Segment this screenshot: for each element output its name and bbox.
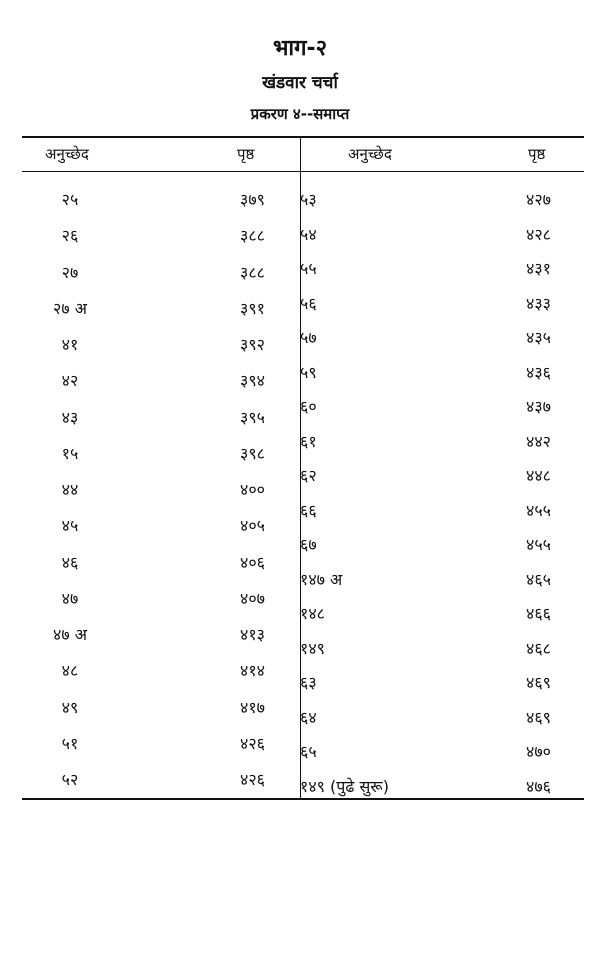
index-paragraph: ४७ (61, 588, 79, 608)
left-header-paragraph: अनुच्छेद (45, 145, 89, 163)
index-paragraph: ४८ (61, 661, 79, 681)
index-page-number: ४४२ (526, 431, 551, 451)
index-page-number: ४३१ (526, 259, 551, 278)
index-page-number: ४२८ (526, 224, 551, 244)
index-page-number: ४५५ (526, 500, 551, 520)
index-paragraph: ५५ (300, 259, 317, 278)
index-paragraph: २७ अ (53, 298, 87, 318)
index-paragraph: ५२ (61, 770, 79, 789)
section-subtitle: खंडवार चर्चा (262, 73, 338, 93)
index-paragraph: ५४ (300, 224, 317, 244)
index-page-number: ३७९ (240, 190, 265, 209)
index-page-number: ४२६ (240, 733, 265, 753)
index-paragraph: ५३ (300, 190, 317, 209)
index-page-number: ३८८ (240, 262, 265, 282)
index-page-number: ४२७ (526, 190, 551, 209)
index-paragraph: २५ (61, 190, 79, 209)
index-page-number: ४७० (526, 742, 551, 761)
index-page-number: ४६८ (526, 638, 551, 658)
index-page-number: ४०७ (240, 588, 265, 608)
index-paragraph: ६६ (300, 500, 317, 520)
index-paragraph: २६ (61, 226, 79, 246)
index-paragraph: ६५ (300, 742, 317, 761)
index-page-number: ४१७ (240, 697, 265, 717)
index-page-number: ४३५ (526, 328, 551, 347)
index-page-number: ३९४ (240, 371, 265, 391)
index-page-number: ४३६ (526, 362, 551, 382)
index-paragraph: १४९ (पुढे सुरू) (300, 776, 389, 796)
index-paragraph: ४५ (61, 516, 79, 536)
index-paragraph: ६३ (300, 673, 317, 692)
index-page-number: ४३३ (526, 293, 551, 313)
index-paragraph: १४८ (300, 604, 325, 623)
index-paragraph: २७ (61, 262, 79, 282)
index-paragraph: ६२ (300, 466, 317, 485)
index-page-number: ४१३ (240, 625, 265, 644)
index-paragraph: ५७ (300, 328, 317, 347)
right-header-paragraph: अनुच्छेद (348, 145, 392, 163)
index-paragraph: ५९ (300, 362, 317, 382)
index-paragraph: ५१ (61, 733, 79, 753)
index-page-number: ४६६ (526, 604, 551, 623)
index-paragraph: ५६ (300, 293, 317, 313)
index-paragraph: १४७ अ (300, 569, 343, 589)
index-page-number: ४१४ (240, 661, 265, 681)
index-page-number: ४०० (240, 480, 265, 499)
right-header-page: पृष्ठ (528, 145, 546, 163)
index-paragraph: ४२ (61, 371, 79, 391)
index-page-number: ३९५ (240, 407, 265, 427)
index-paragraph: ४४ (61, 480, 79, 499)
index-page-number: ४७६ (526, 776, 551, 796)
chapter-heading: प्रकरण ४--समाप्त (250, 105, 350, 123)
page-title: भाग-२ (272, 36, 328, 61)
index-page-number: ४५५ (526, 535, 551, 554)
index-page-number: ४०५ (240, 516, 265, 536)
index-paragraph: ६४ (300, 707, 317, 727)
index-page-number: ४६५ (526, 569, 551, 589)
index-page-number: ३९२ (240, 335, 265, 354)
index-page-number: ४६९ (526, 707, 551, 727)
index-paragraph: ४७ अ (53, 625, 87, 644)
index-paragraph: १४९ (300, 638, 325, 658)
left-header-page: पृष्ठ (237, 145, 255, 163)
index-paragraph: ४३ (61, 407, 79, 427)
index-paragraph: १५ (61, 443, 79, 463)
index-paragraph: ६७ (300, 535, 317, 554)
index-paragraph: ४६ (61, 552, 79, 572)
index-paragraph: ४९ (61, 697, 79, 717)
index-page-number: ४६९ (526, 673, 551, 692)
index-page-number: ३९८ (240, 443, 265, 463)
index-page-number: ४४८ (526, 466, 551, 485)
index-page-number: ४०६ (240, 552, 265, 572)
index-page-number: ४३७ (526, 397, 551, 416)
index-paragraph: ४१ (61, 335, 79, 354)
index-paragraph: ६० (300, 397, 317, 416)
index-page-number: ३८८ (240, 226, 265, 246)
index-page-number: ३९१ (240, 298, 265, 318)
index-paragraph: ६१ (300, 431, 317, 451)
index-page-number: ४२६ (240, 770, 265, 789)
